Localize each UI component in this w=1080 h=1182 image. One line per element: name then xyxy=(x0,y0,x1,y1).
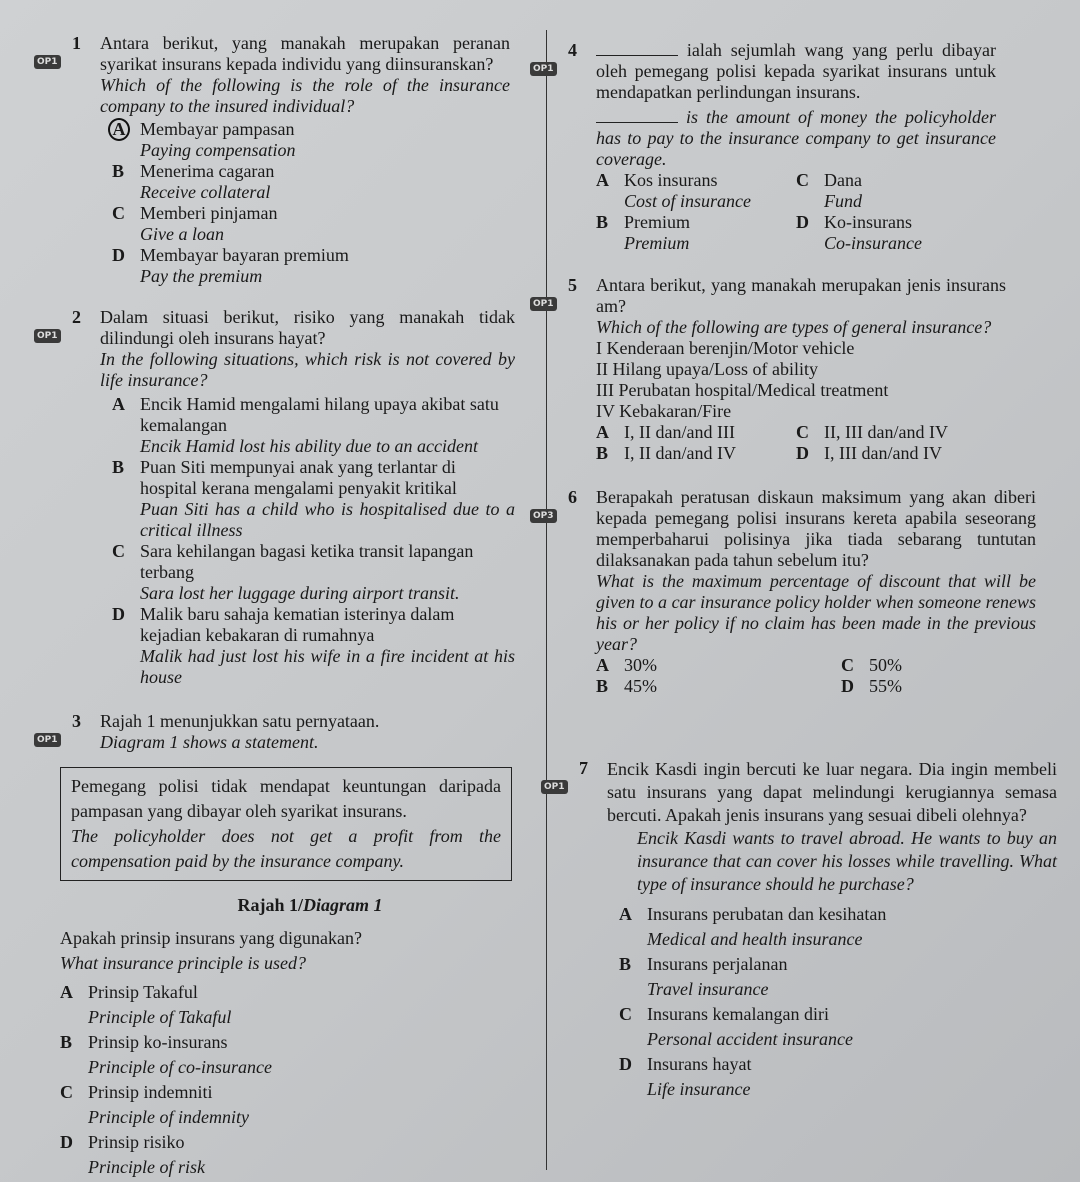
answer-option-a[interactable] xyxy=(584,422,784,443)
option-letter: B xyxy=(60,1032,73,1052)
option-text-en: Sara lost her luggage during airport transit. xyxy=(140,583,460,603)
option-letter: A xyxy=(60,982,73,1002)
option-letter: B xyxy=(596,443,609,463)
question-text-ms: Antara berikut, yang manakah merupakan jenis insurans am? xyxy=(596,275,1006,316)
op-badge: OP1 xyxy=(530,297,557,311)
option-text-en: Co-insurance xyxy=(824,233,922,253)
answer-option-d[interactable] xyxy=(48,1130,520,1180)
option-text-en: Principle of risk xyxy=(88,1157,205,1177)
option-letter: A xyxy=(596,422,609,442)
option-text-ms: Encik Hamid mengalami hilang upaya akibat satu kemalangan xyxy=(140,394,499,435)
option-text-ms: Prinsip risiko xyxy=(88,1132,185,1152)
option-letter: A xyxy=(596,655,609,675)
statement-item: IV Kebakaran/Fire xyxy=(596,401,732,421)
option-text-ms: Premium xyxy=(624,212,690,232)
option-text-en: Personal accident insurance xyxy=(647,1029,853,1049)
answer-option-c[interactable] xyxy=(100,541,515,604)
op-badge: OP3 xyxy=(530,509,557,523)
sub-question-ms: Apakah prinsip insurans yang digunakan? xyxy=(60,928,362,948)
option-text-ms: Prinsip Takaful xyxy=(88,982,198,1002)
option-text-en: Puan Siti has a child who is hospitalised due to a critical illness xyxy=(140,499,515,540)
answer-option-c[interactable] xyxy=(48,1080,520,1130)
option-text-en: Pay the premium xyxy=(140,266,263,286)
question-text-ms: Rajah 1 menunjukkan satu pernyataan. xyxy=(100,711,380,731)
option-text-en: Receive collateral xyxy=(140,182,271,202)
option-text-ms: Dana xyxy=(824,170,862,190)
question-text-en: Diagram 1 shows a statement. xyxy=(100,732,319,752)
statement-item: I Kenderaan berenjin/Motor vehicle xyxy=(596,338,855,358)
option-text-ms: Prinsip ko-insurans xyxy=(88,1032,228,1052)
option-text-en: Principle of co-insurance xyxy=(88,1057,272,1077)
question-text-en: Which of the following are types of general insurance? xyxy=(596,317,992,337)
option-text-ms: Membayar bayaran premium xyxy=(140,245,349,265)
answer-option-c[interactable] xyxy=(829,655,1029,676)
option-text-en: Principle of Takaful xyxy=(88,1007,232,1027)
option-letter: C xyxy=(112,541,125,561)
option-text-en: Principle of indemnity xyxy=(88,1107,249,1127)
option-text-ms: Menerima cagaran xyxy=(140,161,275,181)
option-letter: C xyxy=(796,422,809,442)
answer-option-d[interactable] xyxy=(784,443,984,464)
option-letter: D xyxy=(60,1132,73,1152)
answer-option-b[interactable] xyxy=(48,1030,520,1080)
op-badge: OP1 xyxy=(34,733,61,747)
option-letter: A xyxy=(112,394,125,414)
answer-option-a[interactable] xyxy=(584,655,829,676)
option-text-en: Malik had just lost his wife in a fire incident at his house xyxy=(140,646,515,687)
answer-option-b[interactable] xyxy=(100,161,510,203)
answer-option-b[interactable] xyxy=(607,952,1057,1002)
question-number: 6 xyxy=(568,487,577,507)
question-2 xyxy=(37,307,515,688)
answer-option-a[interactable] xyxy=(100,119,510,161)
option-letter: D xyxy=(619,1054,632,1074)
answer-option-d[interactable] xyxy=(607,1052,1057,1102)
option-letter: C xyxy=(112,203,125,223)
question-number: 4 xyxy=(568,40,577,60)
option-letter: C xyxy=(841,655,854,675)
option-text-ms: 45% xyxy=(624,676,657,696)
answer-option-d[interactable] xyxy=(100,604,515,688)
option-text-en: Encik Hamid lost his ability due to an accident xyxy=(140,436,478,456)
option-letter: B xyxy=(619,954,632,974)
option-letter: B xyxy=(112,457,125,477)
question-6 xyxy=(533,487,1036,697)
question-text-en: What is the maximum percentage of discount that will be given to a car insurance policy holder when someone renews his or her policy if no claim has been made in the previous year? xyxy=(596,571,1036,654)
answer-option-c[interactable] xyxy=(784,422,984,443)
option-text-ms: Insurans perubatan dan kesihatan xyxy=(647,904,887,924)
option-text-ms: Membayar pampasan xyxy=(140,119,295,139)
answer-option-d[interactable] xyxy=(829,676,1029,697)
question-text-en: Which of the following is the role of the insurance company to the insured individual? xyxy=(100,75,510,116)
question-number: 2 xyxy=(72,307,81,327)
question-text-en: is the amount of money the policyholder has to pay to the insurance company to get insurance coverage. xyxy=(596,107,996,169)
option-text-en: Fund xyxy=(824,191,862,211)
circled-option-letter: A xyxy=(108,118,130,141)
option-letter: C xyxy=(796,170,809,190)
diagram-caption xyxy=(100,895,520,916)
answer-option-b[interactable] xyxy=(584,676,829,697)
option-text-ms: Ko-insurans xyxy=(824,212,912,232)
answer-option-d[interactable] xyxy=(100,245,510,287)
question-text-ms: Dalam situasi berikut, risiko yang manakah tidak dilindungi oleh insurans hayat? xyxy=(100,307,515,348)
option-letter: C xyxy=(60,1082,73,1102)
statement-item: III Perubatan hospital/Medical treatment xyxy=(596,380,889,400)
op-badge: OP1 xyxy=(541,780,568,794)
statement-item: II Hilang upaya/Loss of ability xyxy=(596,359,818,379)
question-7 xyxy=(544,758,1057,1102)
option-text-en: Travel insurance xyxy=(647,979,769,999)
op-badge: OP1 xyxy=(34,55,61,69)
option-text-en: Premium xyxy=(624,233,690,253)
answer-blank xyxy=(596,41,678,56)
option-text-en: Life insurance xyxy=(647,1079,751,1099)
question-4 xyxy=(533,40,997,254)
option-letter: D xyxy=(112,245,125,265)
option-text-ms: Kos insurans xyxy=(624,170,718,190)
statement-en: The policyholder does not get a profit from the compensation paid by the insurance company. xyxy=(71,826,501,871)
answer-option-b[interactable] xyxy=(584,212,784,254)
answer-option-a[interactable] xyxy=(100,394,515,457)
answer-option-a[interactable] xyxy=(584,170,784,212)
question-1 xyxy=(37,33,510,287)
option-text-ms: I, II dan/and IV xyxy=(624,443,736,463)
column-divider xyxy=(546,30,547,1170)
answer-option-c[interactable] xyxy=(784,170,984,212)
question-number: 1 xyxy=(72,33,81,53)
option-text-ms: 30% xyxy=(624,655,657,675)
question-text-ms: Antara berikut, yang manakah merupakan peranan syarikat insurans kepada individu yang diinsuranskan? xyxy=(100,33,510,74)
option-text-ms: II, III dan/and IV xyxy=(824,422,948,442)
question-text-ms: Encik Kasdi ingin bercuti ke luar negara. Dia ingin membeli satu insurans yang dapat melindungi kerugiannya semasa bercuti. Apakah jenis insurans yang sesuai dibeli olehnya? xyxy=(607,759,1057,825)
sub-question-en: What insurance principle is used? xyxy=(60,953,306,973)
answer-option-a[interactable] xyxy=(607,902,1057,952)
question-number: 7 xyxy=(579,758,588,778)
option-text-en: Medical and health insurance xyxy=(647,929,863,949)
question-text-ms: ialah sejumlah wang yang perlu dibayar oleh pemegang polisi kepada syarikat insurans untuk mendapatkan perlindungan insurans. xyxy=(596,40,997,102)
option-letter: D xyxy=(796,443,809,463)
option-letter: B xyxy=(596,676,609,696)
option-letter: A xyxy=(596,170,609,190)
option-text-ms: I, III dan/and IV xyxy=(824,443,942,463)
option-letter: D xyxy=(841,676,854,696)
question-number: 3 xyxy=(72,711,81,731)
option-text-ms: Insurans perjalanan xyxy=(647,954,788,974)
option-text-ms: Memberi pinjaman xyxy=(140,203,278,223)
caption-en: Diagram 1 xyxy=(303,895,383,915)
answer-option-c[interactable] xyxy=(100,203,510,245)
option-text-en: Cost of insurance xyxy=(624,191,752,211)
option-text-en: Give a loan xyxy=(140,224,224,244)
option-letter: C xyxy=(619,1004,632,1024)
question-text-en: Encik Kasdi wants to travel abroad. He wants to buy an insurance that can cover his losses while travelling. What type of insurance should he purchase? xyxy=(637,828,1057,894)
caption-ms: Rajah 1/ xyxy=(237,895,303,915)
option-text-ms: Prinsip indemniti xyxy=(88,1082,213,1102)
answer-option-b[interactable] xyxy=(584,443,784,464)
question-text-ms: Berapakah peratusan diskaun maksimum yang akan diberi kepada pemegang polisi insurans kereta apabila seseorang memperbaharui polisinya jika tiada sebarang tuntutan dilaksanakan pada tahun sebelum itu? xyxy=(596,487,1036,570)
option-letter: A xyxy=(619,904,632,924)
answer-option-b[interactable] xyxy=(100,457,515,541)
option-text-ms: Insurans kemalangan diri xyxy=(647,1004,829,1024)
option-letter: D xyxy=(796,212,809,232)
question-5 xyxy=(533,275,1006,464)
option-text-ms: I, II dan/and III xyxy=(624,422,735,442)
op-badge: OP1 xyxy=(530,62,557,76)
question-text-en: In the following situations, which risk is not covered by life insurance? xyxy=(100,349,515,390)
option-text-ms: Sara kehilangan bagasi ketika transit lapangan terbang xyxy=(140,541,474,582)
question-3 xyxy=(37,711,520,1180)
option-letter: B xyxy=(596,212,609,232)
option-text-ms: Insurans hayat xyxy=(647,1054,752,1074)
option-letter: D xyxy=(112,604,125,624)
diagram-1-box xyxy=(60,767,512,881)
question-number: 5 xyxy=(568,275,577,295)
option-letter: B xyxy=(112,161,125,181)
answer-blank xyxy=(596,108,678,123)
answer-option-a[interactable] xyxy=(48,980,520,1030)
statement-ms: Pemegang polisi tidak mendapat keuntungan daripada pampasan yang dibayar oleh syarikat insurans. xyxy=(71,776,501,821)
option-text-en: Paying compensation xyxy=(140,140,296,160)
option-text-ms: 55% xyxy=(869,676,902,696)
option-text-ms: Malik baru sahaja kematian isterinya dalam kejadian kebakaran di rumahnya xyxy=(140,604,455,645)
op-badge: OP1 xyxy=(34,329,61,343)
answer-option-d[interactable] xyxy=(784,212,984,254)
option-text-ms: Puan Siti mempunyai anak yang terlantar di hospital kerana mengalami penyakit kritikal xyxy=(140,457,457,498)
option-text-ms: 50% xyxy=(869,655,902,675)
answer-option-c[interactable] xyxy=(607,1002,1057,1052)
